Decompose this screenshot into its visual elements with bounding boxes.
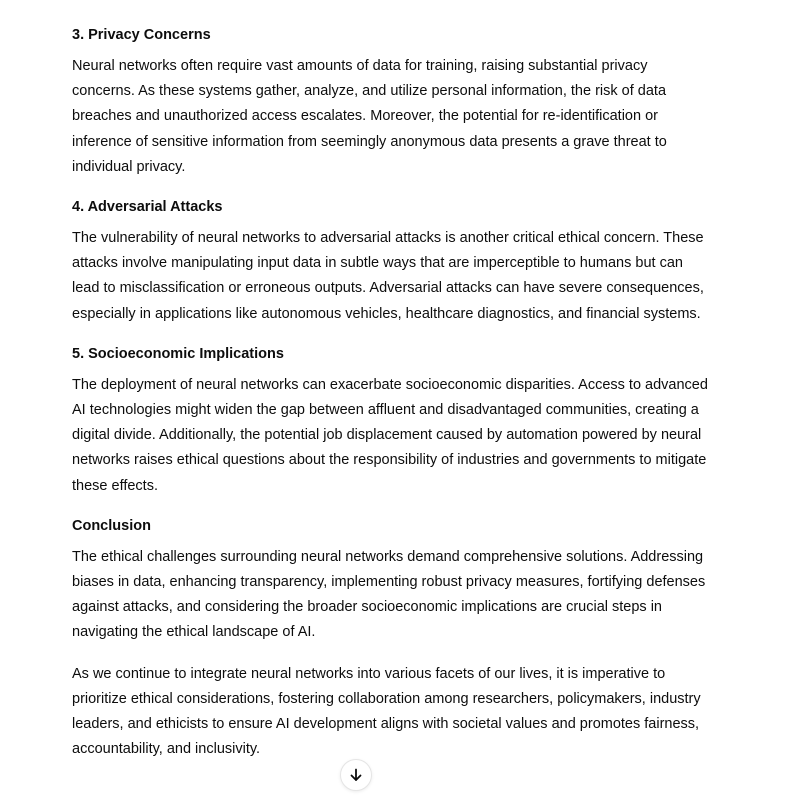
scroll-to-bottom-button[interactable] xyxy=(340,759,372,791)
section-adversarial-attacks xyxy=(72,196,712,327)
message-content xyxy=(72,24,712,778)
section-paragraph: The deployment of neural networks can exacerbate socioeconomic disparities. Access to advanced AI technologies might widen the gap between affluent and disadvantaged communities, creating a digital divide. Additionally, the potential job displacement caused by automation powered by neural networks raises ethical questions about the responsibility of industries and governments to mitigate these effects. xyxy=(72,376,708,494)
section-heading: 3. Privacy Concerns xyxy=(72,27,211,43)
arrow-down-icon xyxy=(348,767,364,783)
section-paragraph: Neural networks often require vast amounts of data for training, raising substantial privacy concerns. As these systems gather, analyze, and utilize personal information, the risk of data breaches and unauthorized access escalates. Moreover, the potential for re-identification or inference of sensitive information from seemingly anonymous data presents a grave threat to individual privacy. xyxy=(72,58,667,175)
section-privacy-concerns xyxy=(72,24,712,180)
section-paragraph: The vulnerability of neural networks to adversarial attacks is another critical ethical concern. These attacks involve manipulating input data in subtle ways that are imperceptible to humans but can lead to misclassification or erroneous outputs. Adversarial attacks can have severe consequences, especially in applications like autonomous vehicles, healthcare diagnostics, and financial systems. xyxy=(72,230,704,322)
section-heading: Conclusion xyxy=(72,517,151,534)
section-socioeconomic-implications xyxy=(72,343,712,499)
conclusion-paragraph: The ethical challenges surrounding neural networks demand comprehensive solutions. Addressing biases in data, enhancing transparency, implementing robust privacy measures, fortifying defenses against attacks, and considering the broader socioeconomic implications are crucial steps in navigating the ethical landscape of AI. xyxy=(72,548,706,641)
section-heading: 4. Adversarial Attacks xyxy=(72,199,223,216)
conclusion-paragraph: As we continue to integrate neural networks into various facets of our lives, it is imperative to prioritize ethical considerations, fostering collaboration among researchers, policymakers, industry leaders, and ethicists to ensure AI development aligns with societal values and promotes fairness, accountability, and inclusivity. xyxy=(72,665,701,758)
section-heading: 5. Socioeconomic Implications xyxy=(72,345,284,362)
section-conclusion xyxy=(72,515,712,763)
